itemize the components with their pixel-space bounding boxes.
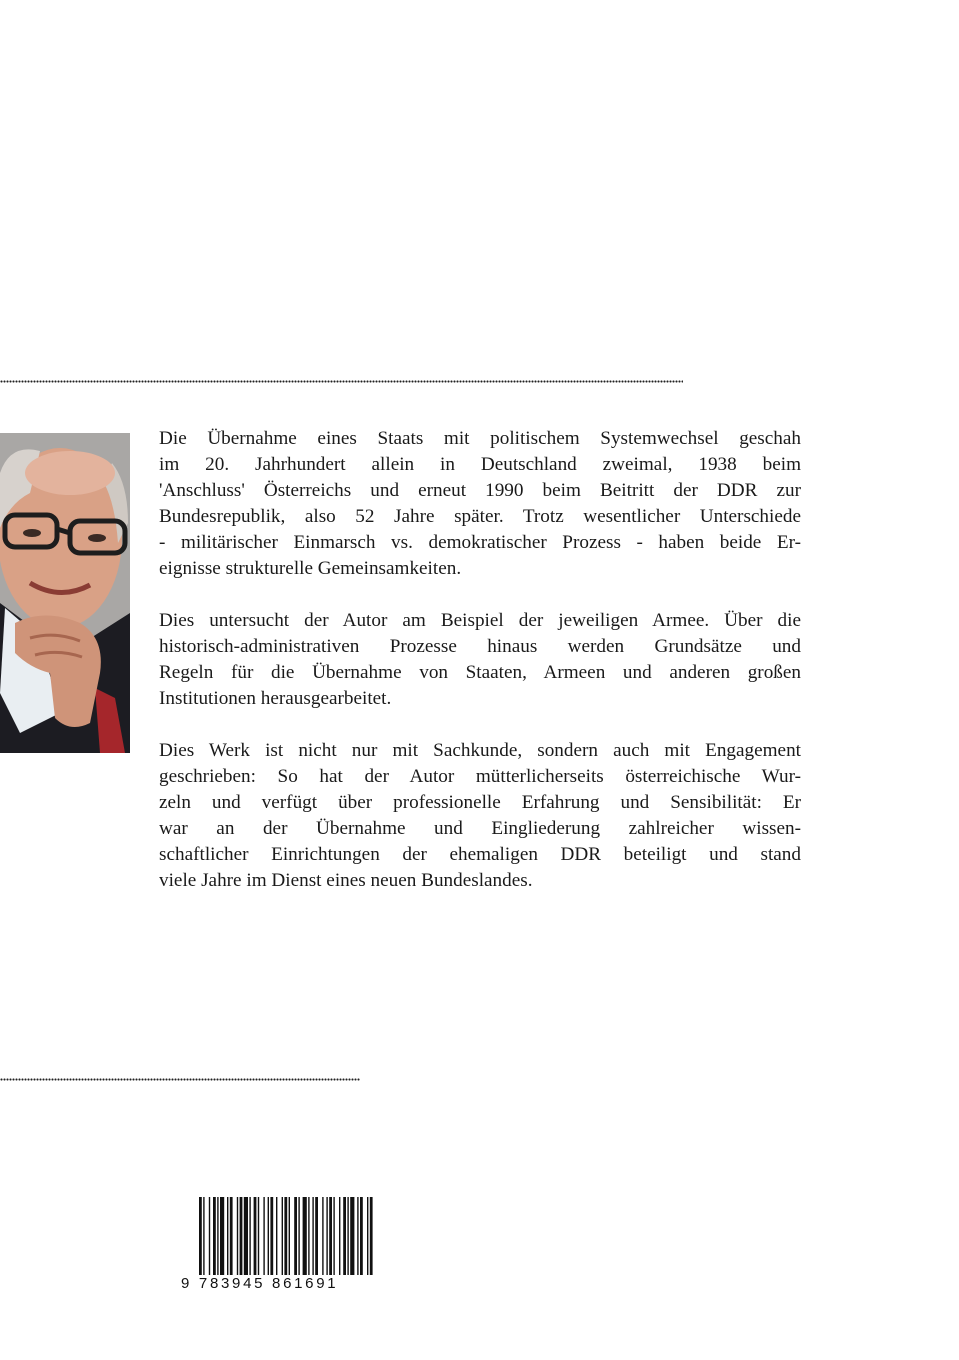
barcode-bar bbox=[203, 1197, 204, 1275]
barcode-bar bbox=[360, 1197, 363, 1275]
author-photo bbox=[0, 433, 130, 753]
text-line: Dies Werk ist nicht nur mit Sachkunde, sondern auch mit Engagement bbox=[159, 740, 801, 761]
barcode-bar bbox=[213, 1197, 216, 1275]
barcode-bar bbox=[343, 1197, 346, 1275]
barcode-bar bbox=[220, 1197, 224, 1275]
text-line: historisch-administrativen Prozesse hinaus werden Grundsätze und bbox=[159, 636, 801, 657]
dotted-divider-bottom bbox=[0, 1078, 360, 1081]
barcode-bar bbox=[227, 1197, 228, 1275]
barcode-bar bbox=[217, 1197, 218, 1275]
text-line: eignisse strukturelle Gemeinsamkeiten. bbox=[159, 558, 462, 579]
barcode-bar bbox=[199, 1197, 202, 1275]
text-line: geschrieben: So hat der Autor mütterlicherseits österreichische Wur- bbox=[159, 766, 801, 787]
dotted-divider-top bbox=[0, 380, 683, 383]
barcode-bar bbox=[312, 1197, 313, 1275]
blurb-paragraph-3 bbox=[159, 738, 801, 894]
text-line: Dies untersucht der Autor am Beispiel der jeweiligen Armee. Über die bbox=[159, 610, 801, 631]
text-line: Institutionen herausgearbeitet. bbox=[159, 688, 392, 709]
barcode-bar bbox=[282, 1197, 283, 1275]
barcode-bar bbox=[303, 1197, 307, 1275]
text-line: Die Übernahme eines Staats mit politischem Systemwechsel geschah bbox=[159, 428, 801, 449]
barcode-bar bbox=[276, 1197, 277, 1275]
barcode-bar bbox=[284, 1197, 287, 1275]
barcode-bar bbox=[347, 1197, 348, 1275]
barcode-bar bbox=[244, 1197, 248, 1275]
barcode-bar bbox=[322, 1197, 323, 1275]
barcode-bar bbox=[326, 1197, 327, 1275]
barcode-bar bbox=[263, 1197, 264, 1275]
barcode-bar bbox=[315, 1197, 318, 1275]
barcode-bar bbox=[298, 1197, 299, 1275]
blurb-paragraph-1 bbox=[159, 426, 801, 582]
barcode-bar bbox=[230, 1197, 233, 1275]
barcode-bars bbox=[181, 1197, 377, 1277]
text-line: Regeln für die Übernahme von Staaten, Armeen und anderen großen bbox=[159, 662, 801, 683]
barcode-bar bbox=[367, 1197, 368, 1275]
barcode-bar bbox=[294, 1197, 297, 1275]
barcode-bar bbox=[350, 1197, 354, 1275]
barcode-bar bbox=[289, 1197, 290, 1275]
text-line: im 20. Jahrhundert allein in Deutschland zweimal, 1938 beim bbox=[159, 454, 801, 475]
barcode-bar bbox=[249, 1197, 250, 1275]
barcode-bar bbox=[237, 1197, 238, 1275]
barcode-bar bbox=[333, 1197, 334, 1275]
barcode-bar bbox=[268, 1197, 269, 1275]
text-line: zeln und verfügt über professionelle Erfahrung und Sensibilität: Er bbox=[159, 792, 801, 813]
barcode-bar bbox=[258, 1197, 259, 1275]
barcode-bar bbox=[339, 1197, 340, 1275]
isbn-number: 9 783945 861691 bbox=[181, 1275, 339, 1292]
barcode-bar bbox=[357, 1197, 358, 1275]
barcode-bar bbox=[329, 1197, 332, 1275]
barcode-bar bbox=[254, 1197, 257, 1275]
text-line: viele Jahre im Dienst eines neuen Bundeslandes. bbox=[159, 870, 533, 891]
barcode-bar bbox=[370, 1197, 373, 1275]
barcode-bar bbox=[240, 1197, 243, 1275]
text-line: Bundesrepublik, also 52 Jahre später. Trotz wesentlicher Unterschiede bbox=[159, 506, 801, 527]
text-line: war an der Übernahme und Eingliederung zahlreicher wissen- bbox=[159, 818, 801, 839]
text-line: 'Anschluss' Österreichs und erneut 1990 beim Beitritt der DDR zur bbox=[159, 480, 801, 501]
barcode-bar bbox=[209, 1197, 210, 1275]
text-line: schaftlicher Einrichtungen der ehemaligen DDR beteiligt und stand bbox=[159, 844, 801, 865]
barcode-bar bbox=[270, 1197, 273, 1275]
text-line: - militärischer Einmarsch vs. demokratischer Prozess - haben beide Er- bbox=[159, 532, 801, 553]
blurb-paragraph-2 bbox=[159, 608, 801, 712]
blurb-text bbox=[159, 426, 801, 894]
barcode-bar bbox=[308, 1197, 309, 1275]
